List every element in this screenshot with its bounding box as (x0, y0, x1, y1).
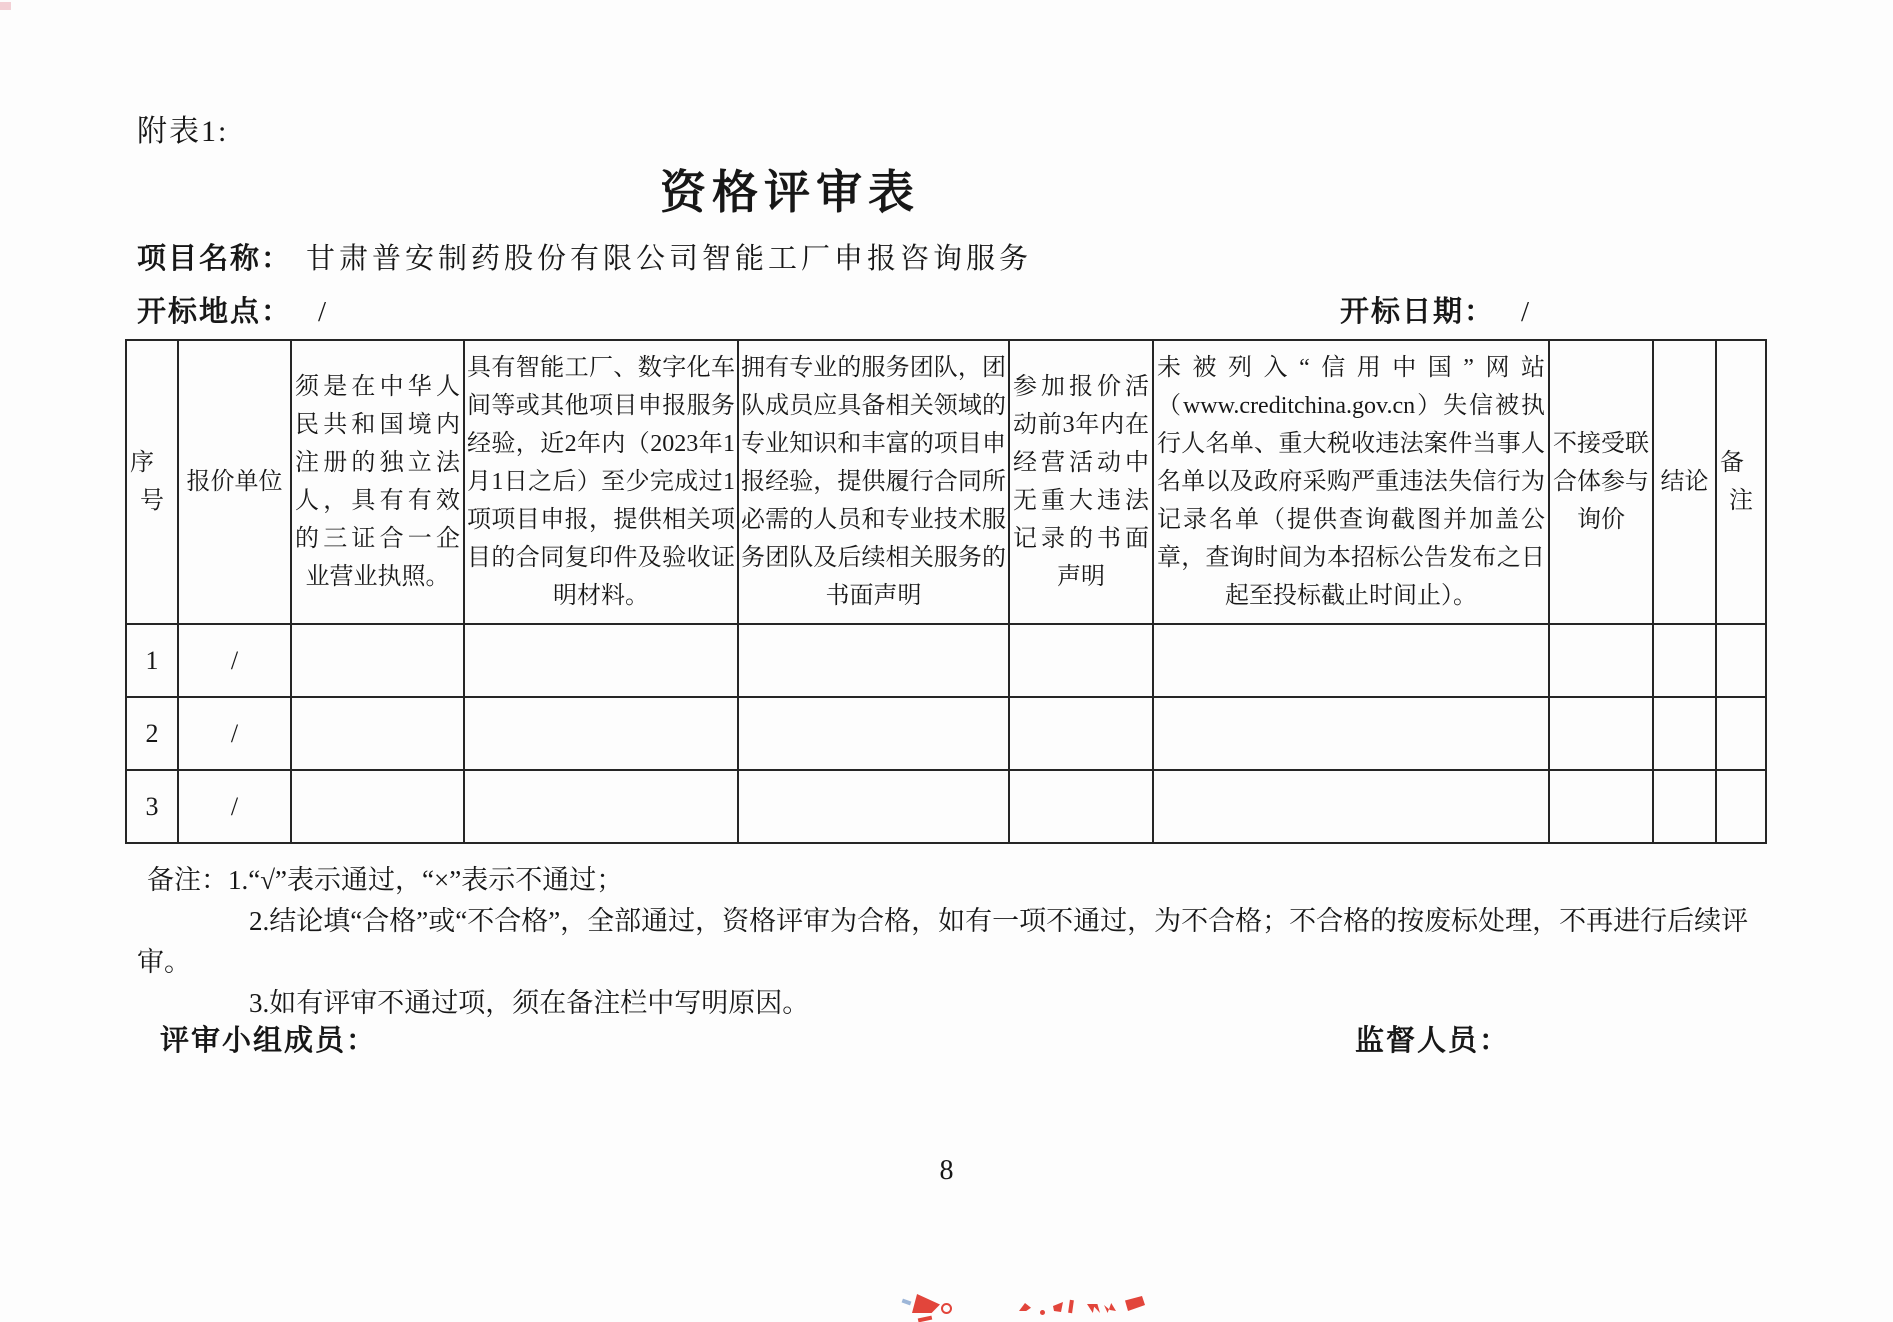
stamp-fragment (912, 1294, 940, 1313)
bid-date-label: 开标日期： (1340, 296, 1496, 328)
stamp-fragment (1125, 1296, 1145, 1311)
stamp-fragment (1019, 1303, 1031, 1311)
header-project-experience: 具有智能工厂、数字化车间等或其他项目申报服务经验，近2年内（2023年1月1日之后）至少完成过1项项目申报，提供相关项目的合同复印件及验收证明材料。 (464, 340, 738, 624)
header-no-violation: 参加报价活动前3年内在经营活动中无重大违法记录的书面声明 (1009, 340, 1153, 624)
cell-empty (1009, 624, 1153, 697)
cell-empty (738, 697, 1009, 770)
cell-empty (1153, 770, 1549, 843)
cell-empty (291, 624, 464, 697)
remark-line-3: 3.如有评审不通过项，须在备注栏中写明原因。 (249, 988, 810, 1018)
remarks-block (137, 860, 1787, 1024)
cell-empty (1549, 624, 1653, 697)
bid-location-value: / (318, 296, 327, 328)
cell-serial: 2 (126, 697, 178, 770)
stamp-fragment (1068, 1300, 1074, 1313)
table-row (126, 697, 1766, 770)
cell-empty (1549, 697, 1653, 770)
cell-empty (1716, 770, 1766, 843)
bid-info-row (137, 289, 1765, 329)
header-remarks: 备注 (1716, 340, 1766, 624)
bid-date-group (1340, 289, 1529, 330)
header-serial-number: 序号 (126, 340, 178, 624)
table-row (126, 624, 1766, 697)
cell-empty (1653, 770, 1716, 843)
stamp-fragment (1040, 1310, 1045, 1315)
cell-empty (1009, 697, 1153, 770)
cell-empty (291, 770, 464, 843)
project-name-label: 项目名称： (137, 243, 293, 275)
cell-empty (1653, 697, 1716, 770)
page-title: 资格评审表 (660, 167, 920, 218)
stamp-fragment (1104, 1303, 1116, 1313)
cell-bidder-unit: / (178, 697, 291, 770)
stamp-fragment (918, 1316, 933, 1322)
bid-date-value: / (1521, 296, 1530, 328)
cell-empty (464, 770, 738, 843)
stamp-fragment (1087, 1304, 1100, 1313)
header-service-team: 拥有专业的服务团队，团队成员应具备相关领域的专业知识和丰富的项目申报经验，提供履行合同所必需的人员和专业技术服务团队及后续相关服务的书面声明 (738, 340, 1009, 624)
cell-bidder-unit: / (178, 624, 291, 697)
cell-bidder-unit: / (178, 770, 291, 843)
cell-serial: 3 (126, 770, 178, 843)
scan-artifact-mark (0, 2, 11, 10)
cell-empty (291, 697, 464, 770)
remark-line-1: 备注：1.“√”表示通过，“×”表示不通过； (147, 865, 624, 895)
cell-empty (738, 624, 1009, 697)
cell-empty (1716, 624, 1766, 697)
cell-empty (1549, 770, 1653, 843)
header-conclusion: 结论 (1653, 340, 1716, 624)
stamp-fragment (1053, 1302, 1063, 1312)
stamp-fragment (902, 1299, 912, 1306)
project-name-value: 甘肃普安制药股份有限公司智能工厂申报咨询服务 (306, 243, 1033, 275)
review-panel-members-label: 评审小组成员： (160, 1025, 378, 1057)
cell-serial: 1 (126, 624, 178, 697)
remark-line-2: 2.结论填“合格”或“不合格”，全部通过，资格评审为合格，如有一项不通过，为不合格；不合格的按废标处理，不再进行后续评审。 (137, 906, 1749, 977)
qualification-table (125, 339, 1767, 844)
header-credit-china: 未被列入“信用中国”网站（www.creditchina.gov.cn）失信被执行人名单、重大税收违法案件当事人名单以及政府采购严重违法失信行为记录名单（提供查询截图并加盖公章，查询时间为本招标公告发布之日起至投标截止时间止）。 (1153, 340, 1549, 624)
header-no-consortium: 不接受联合体参与询价 (1549, 340, 1653, 624)
page-number: 8 (939, 1155, 954, 1186)
appendix-label: 附表1: (137, 115, 229, 148)
cell-empty (1009, 770, 1153, 843)
header-legal-entity: 须是在中华人民共和国境内注册的独立法人，具有有效的三证合一企业营业执照。 (291, 340, 464, 624)
stamp-fragment (941, 1303, 952, 1314)
project-name-row (137, 236, 1893, 277)
supervisor-label: 监督人员： (1355, 1025, 1511, 1057)
cell-empty (464, 697, 738, 770)
header-bidder-unit: 报价单位 (178, 340, 291, 624)
cell-empty (738, 770, 1009, 843)
table-row (126, 770, 1766, 843)
cell-empty (1153, 697, 1549, 770)
cell-empty (1153, 624, 1549, 697)
cell-empty (464, 624, 738, 697)
table-header-row (126, 340, 1766, 624)
cell-empty (1716, 697, 1766, 770)
cell-empty (1653, 624, 1716, 697)
bid-location-label: 开标地点： (137, 296, 293, 328)
